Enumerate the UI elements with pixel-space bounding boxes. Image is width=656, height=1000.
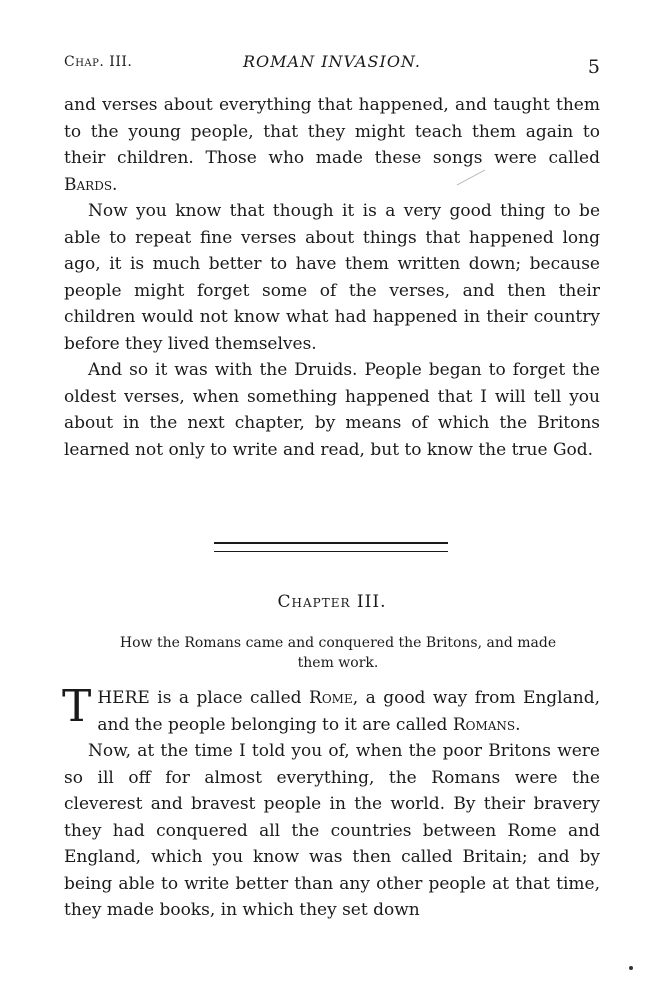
paragraph-1-text: and verses about everything that happened, and taught them to the young people, that they might teach them again to their children. Those who made these songs were called xyxy=(64,95,600,168)
section-one xyxy=(64,92,600,463)
paragraph-4-text-a: HERE is a place called xyxy=(97,688,310,708)
paragraph-4 xyxy=(62,681,600,738)
section-two xyxy=(62,681,600,924)
chapter-heading xyxy=(64,592,600,612)
bards-term: Bards xyxy=(64,174,113,195)
running-header xyxy=(64,48,600,78)
header-chapter-label: Chap. III. xyxy=(64,54,133,70)
paragraph-1-end: . xyxy=(112,174,118,195)
chapter-numeral: III. xyxy=(356,592,387,612)
section-divider xyxy=(214,542,448,552)
paragraph-1 xyxy=(64,92,600,198)
drop-cap: T xyxy=(62,681,92,732)
paragraph-5: Now, at the time I told you of, when the poor Britons were so ill off for almost everything, the Romans were the cleverest and bravest people in the world. By their bravery they had conquered all the countries between Rome and England, which you know was then called Britain; and by being able to write better than any other people at that time, they made books, in which they set down xyxy=(64,741,600,920)
paragraph-4-end: . xyxy=(515,714,521,735)
page-number: 5 xyxy=(587,56,600,78)
chapter-summary: How the Romans came and conquered the Britons, and made them work. xyxy=(119,635,557,671)
rome-term: Rome xyxy=(309,688,353,708)
paragraph-3: And so it was with the Druids. People began to forget the oldest verses, when something happened that I will tell you about in the next chapter, by means of which the Britons learned not only to write and read, but to know the true God. xyxy=(64,360,600,460)
paragraph-2: Now you know that though it is a very good thing to be able to repeat fine verses about things that happened long ago, it is much better to have them written down; because people might forget some of the verses, and then their children would not know what had happened in their country before they lived themselves. xyxy=(64,201,600,354)
paragraph-4-text-b: , a good way from England, and the people belonging to it are called xyxy=(97,688,600,735)
header-title: ROMAN INVASION. xyxy=(243,52,421,71)
page-speck xyxy=(629,966,633,970)
chapter-word: Chapter xyxy=(277,592,351,612)
romans-term: Romans xyxy=(452,714,516,735)
